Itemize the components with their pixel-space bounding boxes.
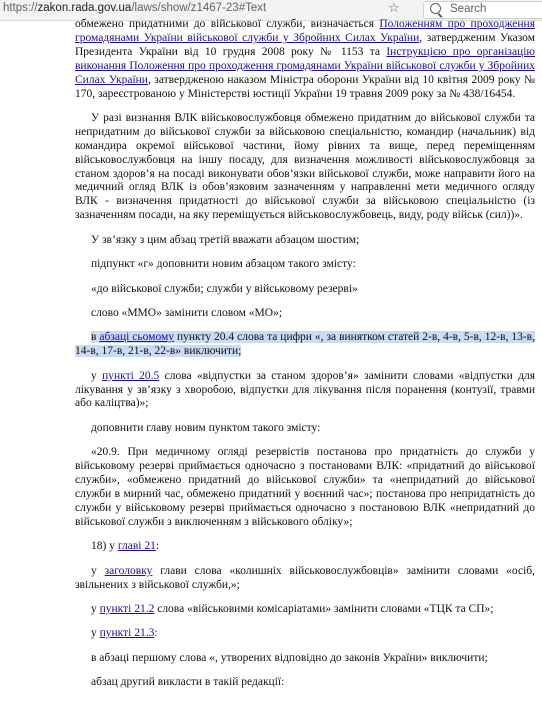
search-box[interactable] (423, 1, 542, 19)
paragraph-11 (75, 565, 535, 593)
paragraph-4: «до військової служби; служби у військовому резерві» (91, 282, 358, 295)
text: слова «відпустки за станом здоров’я» замінити словами «відпустки для лікування у зв’язку з хворобою, відпустки для лікування після поранення (контузії, травми або каліцтва)»; (75, 369, 536, 410)
paragraph-13 (75, 627, 535, 641)
url-scheme: https:// (3, 2, 38, 14)
text: у (91, 369, 103, 382)
paragraph-3: підпункт «г» доповнити новим абзацом такого змісту: (91, 258, 356, 271)
paragraph-14: в абзаці першому слова «, утворених відповідно до законів України» виключити; (91, 651, 488, 664)
text: слова «військовими комісаріатами» замінити словами «ТЦК та СП»; (154, 602, 494, 615)
link-polozhennia[interactable]: Положенням про проходження громадянами України військової служби у Збройних Силах України (75, 18, 535, 44)
text: у (91, 602, 100, 615)
paragraph-6-highlighted (75, 331, 535, 359)
paragraph-0 (75, 18, 535, 101)
law-document (75, 18, 536, 701)
url-host: zakon.rada.gov.ua (37, 2, 132, 14)
paragraph-10 (75, 540, 535, 554)
paragraph-8: доповнити главу новим пунктом такого змісту: (91, 421, 321, 434)
text: 18) у (91, 540, 118, 553)
text: глави слова «колишніх військовослужбовців» замінити словами «осіб, звільнених з військової служби,»; (75, 564, 535, 591)
text: : (154, 627, 158, 640)
search-icon (430, 3, 441, 14)
text: , затвердженим Указом Президента України від 10 грудня 2008 року № 1153 та (75, 31, 535, 58)
bookmark-star-icon[interactable]: ☆ (388, 1, 400, 16)
link-punkt-20-5[interactable]: пункті 20.5 (102, 369, 160, 382)
text: пункту 20.4 слова та цифри «, за винятком статей 2-в, 4-в, 5-в, 12-в, 13-в, 14-в, 17-в, 21-в, 22-в» виключити; (75, 331, 535, 358)
paragraph-7 (75, 370, 535, 412)
link-zaholovok[interactable]: заголовку (104, 564, 153, 577)
link-punkt-21-2[interactable]: пункті 21.2 (99, 602, 155, 615)
paragraph-12 (75, 603, 535, 617)
paragraph-9: «20.9. При медичному огляді резервістів постанова про придатність до служби у військовому резерві приймається одночасно з постановами ВЛК: «придатний до військової служби», «обмежено придатний до військової служби» та «непридатний до військової служби в мирний час, обмежено придатний у воєнний час»; постанова про непридатність до служби у військовому резерві приймається одночасно з постановою ВЛК «непридатний до військової служби з виключенням з військового обліку»; (75, 446, 535, 528)
text: у (91, 564, 105, 577)
text: у (91, 627, 100, 640)
link-hlava-21[interactable]: главі 21 (117, 540, 156, 553)
page-content (0, 18, 542, 689)
paragraph-1: У разі визнання ВЛК військовослужбовця обмежено придатним до військової служби та непридатним до військової служби за військовою спеціальністю, командир (начальник) від командира окремої військової частини, йому рівних та вище, перед переміщенням військовослужбовця на іншу посаду, для визначення можливості військовослужбовця за станом здоров’я на посаді виконувати обов’язки військової служби, може направити його на медичний огляд ВЛК із обов’язковим зазначенням у направленні мети медичного огляду ВЛК - визначення придатності до військової служби за військовою спеціальністю (із зазначенням посади, на яку переміщується військовослужбовець, виду, роду військ (сил))». (75, 111, 535, 222)
address-bar[interactable] (3, 2, 266, 14)
text: обмежено придатними до військової служби, визначається (75, 18, 380, 30)
url-path: /laws/show/z1467-23#Text (131, 2, 267, 14)
link-abzats-somyi[interactable]: абзаці сьомому (99, 331, 175, 344)
paragraph-5: слово «ММО» замінити словом «МО»; (91, 306, 283, 319)
link-punkt-21-3[interactable]: пункті 21.3 (99, 627, 155, 640)
search-placeholder: Search (450, 3, 487, 15)
text: , затвердженою наказом Міністра оборони України від 10 квітня 2009 року № 170, зареєстрованою у Міністерстві юстиції України 19 травня 2009 року за № 438/16454. (75, 73, 535, 100)
selection-highlight (75, 331, 535, 357)
text: : (155, 540, 160, 553)
paragraph-2: У зв’язку з цим абзац третій вважати абзацом шостим; (91, 233, 360, 246)
link-instruktsiia[interactable]: Інструкцією про організацію виконання Положення про проходження громадянами України військової служби у Збройних Силах України (75, 45, 535, 86)
text: в (91, 331, 100, 344)
paragraph-15: абзац другий викласти в такій редакції: (91, 676, 285, 689)
